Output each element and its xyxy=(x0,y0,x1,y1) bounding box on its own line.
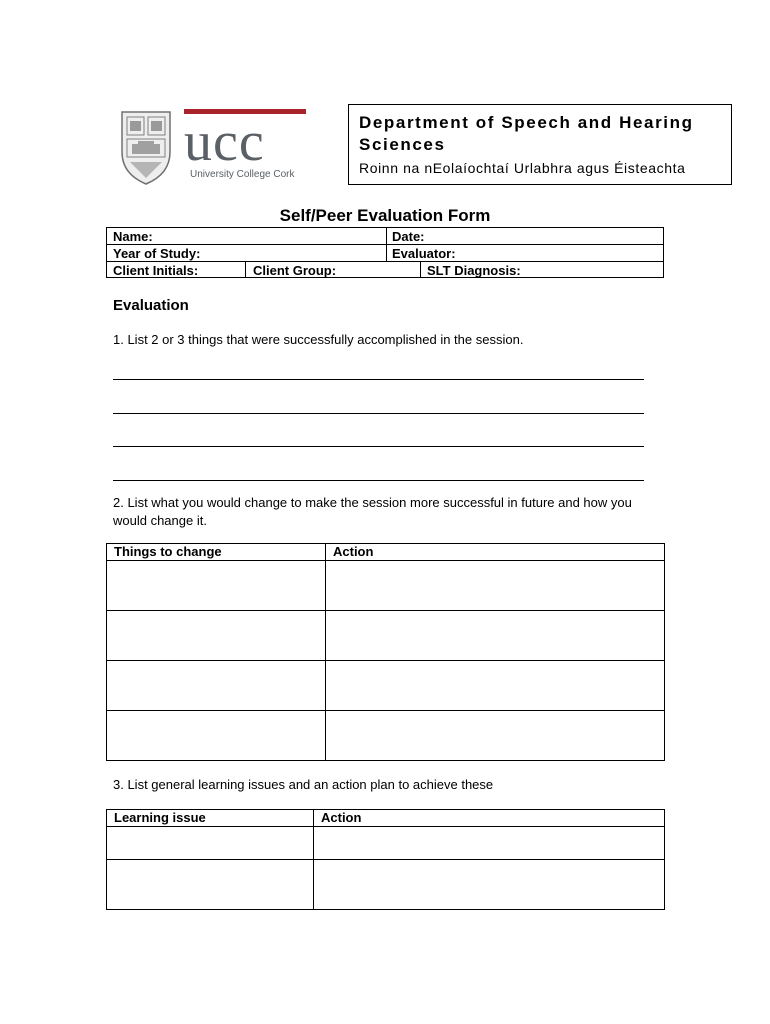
ucc-crest-icon xyxy=(118,108,174,186)
department-title: Department of Speech and Hearing Sciences xyxy=(359,113,694,154)
department-irish-title: Roinn na nEolaíochtaí Urlabhra agus Éisteachta xyxy=(359,160,686,176)
table-cell[interactable] xyxy=(107,827,314,860)
department-box xyxy=(348,104,732,185)
table-cell[interactable] xyxy=(326,661,665,711)
table-cell[interactable] xyxy=(107,611,326,661)
answer-line-3[interactable] xyxy=(113,446,644,447)
ucc-logo-subtitle: University College Cork xyxy=(190,169,295,180)
table-cell[interactable] xyxy=(326,611,665,661)
evaluator-field[interactable]: Evaluator: xyxy=(392,246,456,261)
table-cell[interactable] xyxy=(107,860,314,910)
action-header: Action xyxy=(326,544,665,561)
client-initials-field[interactable]: Client Initials: xyxy=(113,263,199,278)
things-to-change-table xyxy=(106,543,665,761)
table-cell[interactable] xyxy=(314,827,665,860)
date-field[interactable]: Date: xyxy=(392,229,425,244)
learning-issue-table xyxy=(106,809,665,910)
answer-line-4[interactable] xyxy=(113,480,644,481)
slt-diagnosis-field[interactable]: SLT Diagnosis: xyxy=(427,263,521,278)
question-2: 2. List what you would change to make the session more successful in future and how you would change it. xyxy=(113,495,632,528)
action-header: Action xyxy=(314,810,665,827)
table-cell[interactable] xyxy=(326,711,665,761)
question-3: 3. List general learning issues and an action plan to achieve these xyxy=(113,777,494,792)
table-cell[interactable] xyxy=(326,561,665,611)
year-of-study-field[interactable]: Year of Study: xyxy=(113,246,201,261)
form-title: Self/Peer Evaluation Form xyxy=(279,206,491,225)
table-cell[interactable] xyxy=(314,860,665,910)
client-group-field[interactable]: Client Group: xyxy=(253,263,337,278)
answer-line-1[interactable] xyxy=(113,379,644,380)
ucc-logo-text: ucc xyxy=(184,111,265,173)
question-1: 1. List 2 or 3 things that were successfully accomplished in the session. xyxy=(113,332,524,347)
evaluation-heading: Evaluation xyxy=(113,297,189,314)
table-cell[interactable] xyxy=(107,661,326,711)
table-cell[interactable] xyxy=(107,561,326,611)
answer-line-2[interactable] xyxy=(113,413,644,414)
learning-issue-header: Learning issue xyxy=(107,810,314,827)
things-to-change-header: Things to change xyxy=(107,544,326,561)
info-table xyxy=(106,227,664,278)
name-field[interactable]: Name: xyxy=(113,229,153,244)
table-cell[interactable] xyxy=(107,711,326,761)
